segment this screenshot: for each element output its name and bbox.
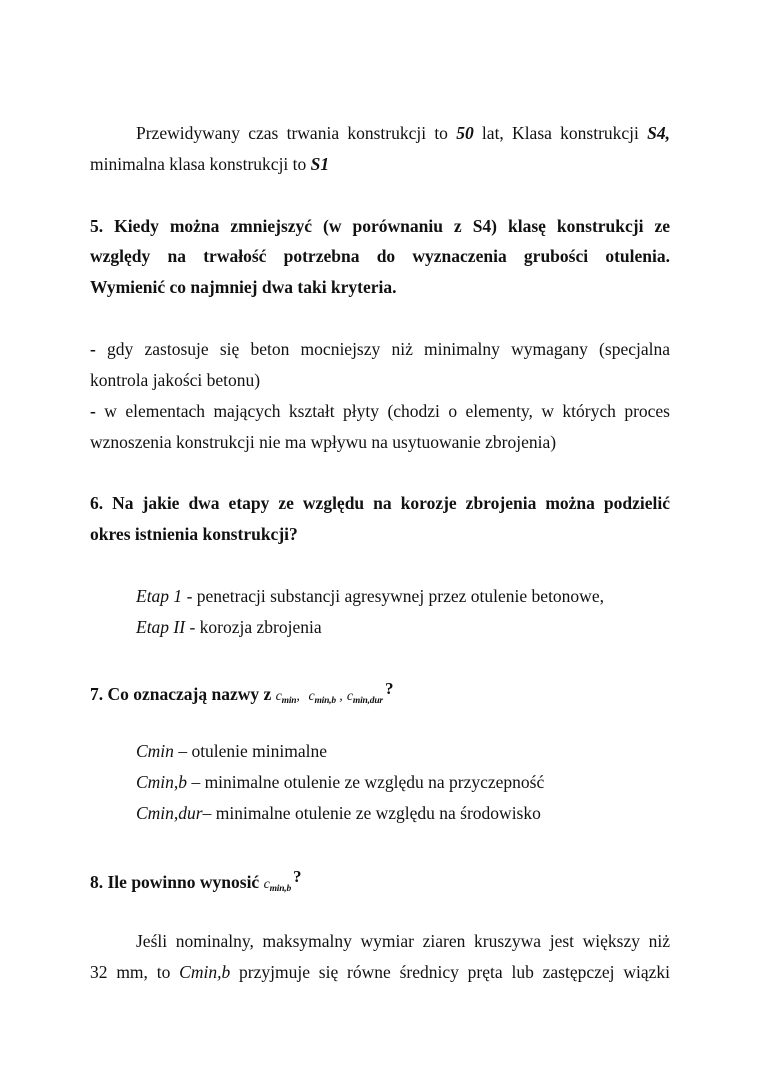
q7-definition-1 bbox=[136, 740, 670, 762]
q5-heading-line-2: względy na trwałość potrzebna do wyznaczenia grubości otulenia. bbox=[90, 246, 670, 266]
definition-text: – otulenie minimalne bbox=[173, 741, 328, 761]
symbol-cmin: $c_{min}$ bbox=[275, 689, 297, 706]
stage-text: - korozja zbrojenia bbox=[185, 617, 322, 637]
stage-text: - penetracji substancji agresywnej przez otulenie betonowe, bbox=[182, 586, 604, 606]
q5-answer-2-line-2: wznoszenia konstrukcji nie ma wpływu na usytuowanie zbrojenia) bbox=[90, 432, 557, 452]
definition-term: Cmin,b bbox=[179, 962, 231, 982]
paragraph-text: 32 mm, to bbox=[90, 962, 180, 982]
answer-text: gdy zastosuje się beton mocniejszy niż minimalny wymagany (specjalna bbox=[95, 339, 670, 359]
definition-text: – minimalne otulenie ze względu na środowisko bbox=[202, 803, 541, 823]
question-mark: ? bbox=[293, 867, 302, 886]
q8-heading-text: 8. Ile powinno wynosić bbox=[90, 872, 264, 892]
symbol-cmin-b: $c_{min,b}$ bbox=[308, 689, 336, 706]
q6-heading-line-1: 6. Na jakie dwa etapy ze względu na korozje zbrojenia można podzielić bbox=[90, 493, 670, 513]
intro-line-1 bbox=[136, 122, 670, 144]
bullet-dash: - bbox=[90, 401, 96, 421]
q6-stage-1 bbox=[136, 585, 670, 607]
q5-answer-1-line-1 bbox=[90, 338, 670, 360]
q6-stage-2 bbox=[136, 616, 670, 638]
stage-label: Etap 1 bbox=[136, 586, 183, 606]
question-mark: ? bbox=[384, 679, 394, 698]
symbol-separator: , bbox=[296, 689, 300, 704]
q5-answer-2-line-1 bbox=[90, 400, 670, 422]
answer-text: w elementach mających kształt płyty (chodzi o elementy, w których proces bbox=[95, 401, 670, 421]
intro-text: Przewidywany czas trwania konstrukcji to bbox=[136, 123, 457, 143]
stage-label: Etap II bbox=[136, 617, 186, 637]
definition-term: Cmin,dur bbox=[136, 803, 203, 823]
q8-paragraph-line-2 bbox=[90, 961, 670, 983]
q5-answer-1-line-2: kontrola jakości betonu) bbox=[90, 370, 261, 390]
q5-heading-line-1: 5. Kiedy można zmniejszyć (w porównaniu z S4) klasę konstrukcji ze bbox=[90, 216, 670, 236]
symbol-cmin-b: $c_{min,b}$ bbox=[263, 877, 292, 894]
q8-paragraph-line-1: Jeśli nominalny, maksymalny wymiar ziaren kruszywa jest większy niż bbox=[136, 931, 670, 951]
q5-heading-line-3: Wymienić co najmniej dwa taki kryteria. bbox=[90, 277, 397, 297]
min-class-value: S1 bbox=[310, 154, 330, 174]
paragraph-text: przyjmuje się równe średnicy pręta lub zastępczej wiązki bbox=[230, 962, 670, 982]
q6-heading-line-2: okres istnienia konstrukcji? bbox=[90, 524, 298, 544]
intro-text: minimalna klasa konstrukcji to bbox=[90, 154, 311, 174]
q7-heading bbox=[90, 678, 670, 712]
q7-heading-text: 7. Co oznaczają nazwy z bbox=[90, 684, 276, 704]
intro-text: lat, Klasa konstrukcji bbox=[473, 123, 648, 143]
structural-class-value: S4, bbox=[647, 123, 670, 143]
q7-definition-2 bbox=[136, 771, 670, 793]
intro-line-2 bbox=[90, 153, 670, 175]
lifetime-value: 50 bbox=[456, 123, 474, 143]
definition-term: Cmin bbox=[136, 741, 174, 761]
symbol-separator: , bbox=[335, 689, 343, 704]
q8-heading bbox=[90, 866, 670, 900]
definition-term: Cmin,b bbox=[136, 772, 188, 792]
q7-definition-3 bbox=[136, 802, 670, 824]
bullet-dash: - bbox=[90, 339, 96, 359]
symbol-cmin-dur: $c_{min,dur}$ bbox=[346, 689, 383, 706]
definition-text: – minimalne otulenie ze względu na przyczepność bbox=[187, 772, 545, 792]
